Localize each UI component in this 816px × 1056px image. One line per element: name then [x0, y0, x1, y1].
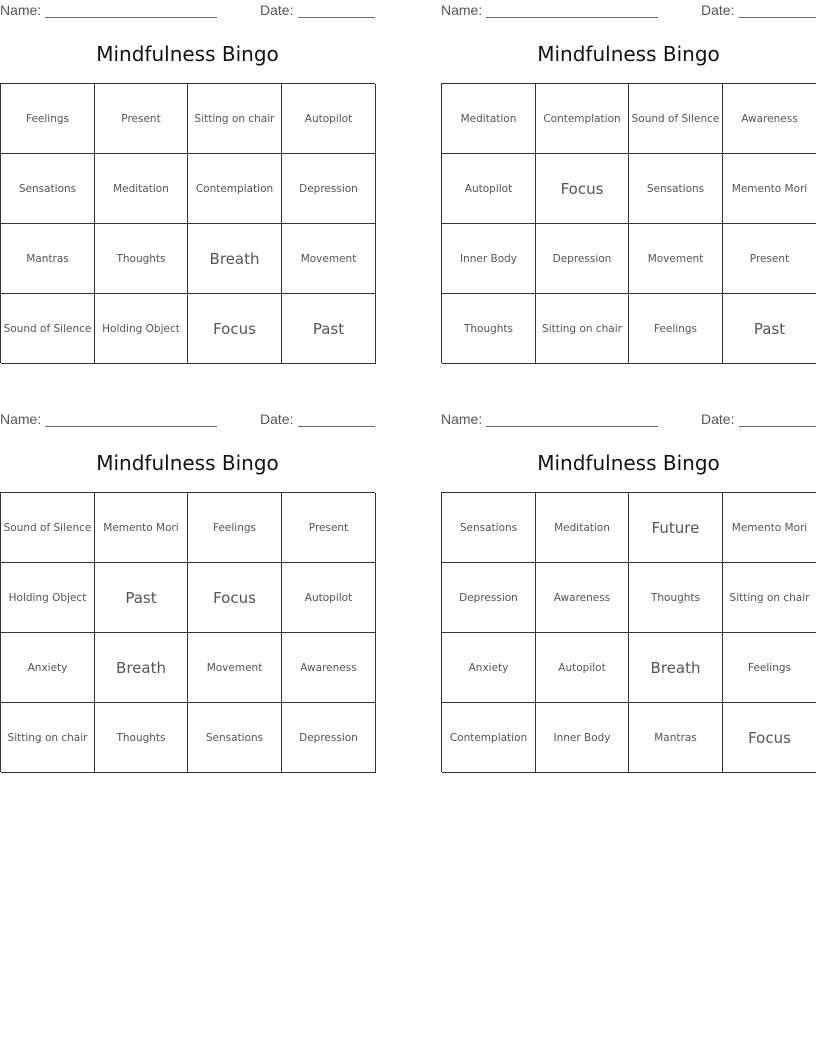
bingo-cell: Breath: [629, 633, 723, 703]
card-header: [441, 409, 816, 431]
date-label: Date:: [701, 2, 735, 18]
bingo-cell: Breath: [95, 633, 188, 703]
bingo-cell: Autopilot: [282, 563, 376, 633]
bingo-cell: Breath: [188, 224, 282, 294]
bingo-cell: Holding Object: [1, 563, 95, 633]
card-title: Mindfulness Bingo: [537, 451, 720, 475]
bingo-grid: [0, 492, 375, 772]
bingo-cell: Contemplation: [188, 154, 282, 224]
bingo-cell: Autopilot: [442, 154, 536, 224]
bingo-cell: Sitting on chair: [723, 563, 816, 633]
bingo-cell: Present: [95, 84, 188, 154]
bingo-cell: Memento Mori: [723, 493, 816, 563]
bingo-cell: Thoughts: [442, 294, 536, 364]
bingo-cell: Sound of Silence: [1, 493, 95, 563]
name-label: Name:: [0, 2, 42, 18]
bingo-cell: Depression: [282, 154, 376, 224]
name-label: Name:: [0, 411, 42, 427]
bingo-cell: Sitting on chair: [188, 84, 282, 154]
bingo-cell: Movement: [188, 633, 282, 703]
bingo-cell: Feelings: [723, 633, 816, 703]
bingo-cell: Past: [723, 294, 816, 364]
name-label: Name:: [441, 411, 483, 427]
bingo-cell: Mantras: [1, 224, 95, 294]
bingo-cell: Memento Mori: [723, 154, 816, 224]
bingo-card: [441, 0, 816, 338]
name-field[interactable]: [45, 17, 217, 18]
card-header: [0, 0, 375, 22]
card-title: Mindfulness Bingo: [537, 42, 720, 66]
bingo-cell: Meditation: [442, 84, 536, 154]
name-field[interactable]: [486, 17, 658, 18]
date-field[interactable]: [739, 426, 816, 427]
bingo-cell: Anxiety: [1, 633, 95, 703]
bingo-cell: Depression: [282, 703, 376, 773]
card-header: [441, 0, 816, 22]
bingo-cell: Depression: [442, 563, 536, 633]
date-label: Date:: [701, 411, 735, 427]
bingo-cell: Inner Body: [442, 224, 536, 294]
bingo-cell: Autopilot: [536, 633, 629, 703]
bingo-cell: Past: [95, 563, 188, 633]
bingo-cell: Focus: [188, 563, 282, 633]
date-field[interactable]: [298, 426, 375, 427]
bingo-cell: Movement: [282, 224, 376, 294]
card-title: Mindfulness Bingo: [96, 42, 279, 66]
bingo-grid: [441, 492, 816, 772]
bingo-cell: Feelings: [1, 84, 95, 154]
bingo-cell: Sensations: [629, 154, 723, 224]
date-label: Date:: [260, 2, 294, 18]
bingo-cell: Autopilot: [282, 84, 376, 154]
bingo-cell: Holding Object: [95, 294, 188, 364]
card-header: [0, 409, 375, 431]
bingo-cell: Sensations: [442, 493, 536, 563]
bingo-cell: Focus: [188, 294, 282, 364]
bingo-cell: Feelings: [629, 294, 723, 364]
bingo-cell: Meditation: [536, 493, 629, 563]
bingo-cell: Sound of Silence: [1, 294, 95, 364]
bingo-card: [0, 0, 375, 338]
bingo-cell: Thoughts: [95, 703, 188, 773]
bingo-cell: Mantras: [629, 703, 723, 773]
name-field[interactable]: [486, 426, 658, 427]
bingo-cell: Memento Mori: [95, 493, 188, 563]
date-label: Date:: [260, 411, 294, 427]
bingo-cell: Sitting on chair: [536, 294, 629, 364]
bingo-cell: Awareness: [536, 563, 629, 633]
bingo-cell: Contemplation: [536, 84, 629, 154]
bingo-cell: Thoughts: [95, 224, 188, 294]
bingo-cell: Awareness: [282, 633, 376, 703]
bingo-grid: [0, 83, 375, 363]
bingo-card: [441, 409, 816, 747]
bingo-cell: Future: [629, 493, 723, 563]
card-title: Mindfulness Bingo: [96, 451, 279, 475]
bingo-card: [0, 409, 375, 744]
bingo-cell: Feelings: [188, 493, 282, 563]
bingo-cell: Sensations: [1, 154, 95, 224]
name-field[interactable]: [45, 426, 217, 427]
bingo-cell: Focus: [723, 703, 816, 773]
bingo-cell: Anxiety: [442, 633, 536, 703]
bingo-cell: Inner Body: [536, 703, 629, 773]
bingo-cell: Depression: [536, 224, 629, 294]
name-label: Name:: [441, 2, 483, 18]
bingo-grid: [441, 83, 816, 363]
bingo-cell: Present: [282, 493, 376, 563]
date-field[interactable]: [739, 17, 816, 18]
bingo-cell: Focus: [536, 154, 629, 224]
bingo-cell: Sitting on chair: [1, 703, 95, 773]
date-field[interactable]: [298, 17, 375, 18]
bingo-cell: Contemplation: [442, 703, 536, 773]
bingo-cell: Present: [723, 224, 816, 294]
bingo-cell: Sound of Silence: [629, 84, 723, 154]
bingo-cell: Thoughts: [629, 563, 723, 633]
bingo-cell: Past: [282, 294, 376, 364]
bingo-cell: Awareness: [723, 84, 816, 154]
bingo-cell: Meditation: [95, 154, 188, 224]
bingo-cell: Movement: [629, 224, 723, 294]
bingo-cell: Sensations: [188, 703, 282, 773]
